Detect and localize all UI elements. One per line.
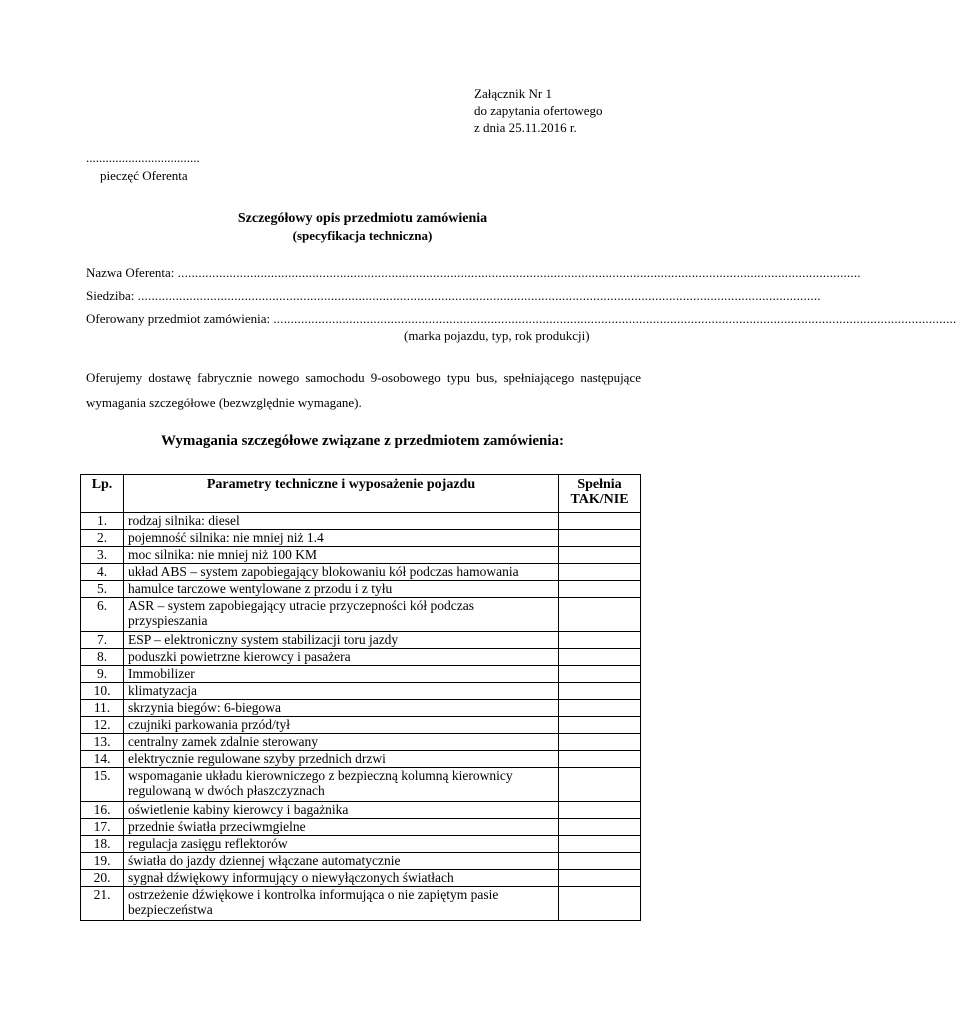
row-number: 19. [81,853,124,870]
table-row [81,717,641,734]
table-row [81,887,641,921]
table-row [81,751,641,768]
row-text: klimatyzacja [124,683,559,700]
table-row [81,836,641,853]
row-text: regulacja zasięgu reflektorów [124,836,559,853]
row-text: czujniki parkowania przód/tył [124,717,559,734]
table-row [81,683,641,700]
row-compliance-cell[interactable] [559,734,641,751]
offered-item-dots: ...................................................................................................................................................................................................... [273,311,956,326]
annex-date: z dnia 25.11.2016 r. [474,120,577,135]
row-text: oświetlenie kabiny kierowcy i bagażnika [124,802,559,819]
row-compliance-cell[interactable] [559,547,641,564]
table-row [81,734,641,751]
row-text: pojemność silnika: nie mniej niż 1.4 [124,530,559,547]
header-number: Lp. [81,475,124,513]
row-compliance-cell[interactable] [559,513,641,530]
intro-paragraph: Oferujemy dostawę fabrycznie nowego samochodu 9-osobowego typu bus, spełniającego następujące wymagania szczegółowe (bezwzględnie wymagane). [86,370,641,410]
row-compliance-cell[interactable] [559,853,641,870]
table-header-row [81,475,641,513]
row-text: poduszki powietrzne kierowcy i pasażera [124,649,559,666]
bidder-name-field [86,265,861,281]
bidder-stamp [86,149,200,185]
title-main: Szczegółowy opis przedmiotu zamówienia [237,211,488,226]
row-compliance-cell[interactable] [559,632,641,649]
row-compliance-cell[interactable] [559,700,641,717]
header-compliance-line1: Spełnia [577,477,622,492]
offered-item-label: Oferowany przedmiot zamówienia: [86,311,274,326]
table-row [81,768,641,802]
row-compliance-cell[interactable] [559,870,641,887]
row-number: 12. [81,717,124,734]
stamp-dotted-line: ................................... [86,150,200,165]
table-row [81,666,641,683]
stamp-label: pieczęć Oferenta [100,168,188,183]
row-number: 9. [81,666,124,683]
table-row [81,853,641,870]
row-compliance-cell[interactable] [559,683,641,700]
row-compliance-cell[interactable] [559,717,641,734]
row-number: 11. [81,700,124,717]
row-compliance-cell[interactable] [559,564,641,581]
row-text: centralny zamek zdalnie sterowany [124,734,559,751]
offered-item-hint: (marka pojazdu, typ, rok produkcji) [404,328,590,343]
row-text: wspomaganie układu kierowniczego z bezpieczną kolumną kierownicy regulowaną w dwóch płaszczyznach [124,768,559,802]
annex-number: Załącznik Nr 1 [474,86,552,101]
row-compliance-cell[interactable] [559,649,641,666]
row-number: 3. [81,547,124,564]
bidder-seat-dots: ...................................................................................................................................................................................................... [137,288,821,303]
row-text: ostrzeżenie dźwiękowe i kontrolka informująca o nie zapiętym pasie bezpieczeństwa [124,887,559,921]
row-compliance-cell[interactable] [559,530,641,547]
row-compliance-cell[interactable] [559,887,641,921]
row-number: 15. [81,768,124,802]
row-compliance-cell[interactable] [559,768,641,802]
row-number: 6. [81,598,124,632]
row-compliance-cell[interactable] [559,802,641,819]
table-row [81,649,641,666]
header-compliance-line2: TAK/NIE [570,492,629,507]
table-row [81,870,641,887]
table-row [81,700,641,717]
row-text: przednie światła przeciwmgielne [124,819,559,836]
annex-reference: do zapytania ofertowego [474,103,603,118]
row-number: 13. [81,734,124,751]
row-compliance-cell[interactable] [559,598,641,632]
row-number: 5. [81,581,124,598]
row-compliance-cell[interactable] [559,819,641,836]
row-compliance-cell[interactable] [559,751,641,768]
row-number: 2. [81,530,124,547]
row-number: 1. [81,513,124,530]
row-number: 10. [81,683,124,700]
row-text: sygnał dźwiękowy informujący o niewyłączonych światłach [124,870,559,887]
row-number: 4. [81,564,124,581]
requirements-title: Wymagania szczegółowe związane z przedmiotem zamówienia: [160,433,565,449]
bidder-name-dots: ...................................................................................................................................................................................................... [177,265,861,280]
row-number: 8. [81,649,124,666]
bidder-name-label: Nazwa Oferenta: [86,265,178,280]
row-compliance-cell[interactable] [559,836,641,853]
table-row [81,513,641,530]
table-row [81,581,641,598]
row-text: hamulce tarczowe wentylowane z przodu i z tyłu [124,581,559,598]
table-row [81,547,641,564]
table-row [81,819,641,836]
table-row [81,632,641,649]
table-row [81,530,641,547]
table-row [81,802,641,819]
row-text: rodzaj silnika: diesel [124,513,559,530]
row-text: światła do jazdy dziennej włączane automatycznie [124,853,559,870]
row-number: 21. [81,887,124,921]
row-text: Immobilizer [124,666,559,683]
row-number: 16. [81,802,124,819]
table-row [81,564,641,581]
row-number: 14. [81,751,124,768]
row-number: 17. [81,819,124,836]
row-text: układ ABS – system zapobiegający blokowaniu kół podczas hamowania [124,564,559,581]
offered-item-field [86,311,956,327]
requirements-table [80,474,641,921]
table-row [81,598,641,632]
title-sub: (specyfikacja techniczna) [292,228,433,243]
row-text: moc silnika: nie mniej niż 100 KM [124,547,559,564]
row-number: 20. [81,870,124,887]
row-text: ASR – system zapobiegający utracie przyczepności kół podczas przyspieszania [124,598,559,632]
annex-header [474,85,603,136]
document-title [0,210,725,244]
bidder-seat-label: Siedziba: [86,288,138,303]
row-text: elektrycznie regulowane szyby przednich drzwi [124,751,559,768]
row-compliance-cell[interactable] [559,581,641,598]
header-parameters: Parametry techniczne i wyposażenie pojazdu [124,475,559,513]
row-number: 7. [81,632,124,649]
header-compliance [559,475,641,513]
row-number: 18. [81,836,124,853]
bidder-seat-field [86,288,821,304]
row-compliance-cell[interactable] [559,666,641,683]
row-text: ESP – elektroniczny system stabilizacji toru jazdy [124,632,559,649]
row-text: skrzynia biegów: 6-biegowa [124,700,559,717]
